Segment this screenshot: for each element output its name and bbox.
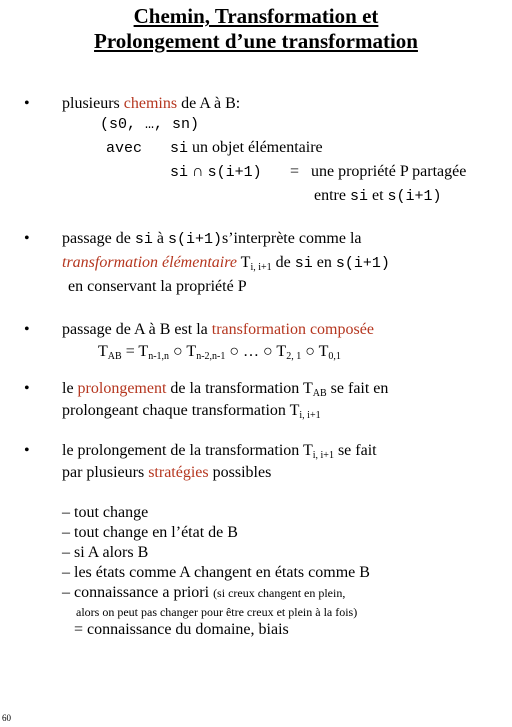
- strategy-item: – tout change: [62, 504, 149, 521]
- b2-line-2: transformation élémentaire $T_{i, i+1}$ de si en s(i+1): [62, 254, 390, 273]
- b5-line-2: par plusieurs stratégies possibles: [62, 464, 272, 481]
- b3-formula: $T_{AB} = T_{n-1,n}$ ○ $T_{n-2,n-1}$ ○ … ○ $T_{2, 1}$ ○ $T_{0,1}$: [98, 343, 341, 362]
- page-title-line-2: Prolongement d’une transformation: [94, 29, 418, 53]
- b5-line-1: le prolongement de la transformation $T_{i, i+1}$ se fait: [62, 442, 377, 461]
- b2-line-1: passage de si à s(i+1)s’interprète comme la: [62, 230, 362, 248]
- bullet-4: •: [24, 380, 30, 397]
- bullet-1: •: [24, 95, 30, 112]
- b1-avec-line: avec si un objet élémentaire: [106, 139, 323, 157]
- bullet-5: •: [24, 442, 30, 459]
- kw-transformation-elementaire: transformation élémentaire: [62, 254, 237, 271]
- strategy-item: – si A alors B: [62, 544, 149, 561]
- page-number: 60: [2, 713, 11, 723]
- final-line: = connaissance du domaine, biais: [74, 621, 289, 638]
- kw-chemins: chemins: [123, 95, 178, 112]
- a-priori-note: alors on peut pas changer pour être creux et plein à la fois): [76, 605, 358, 619]
- strategy-item-a-priori: – connaissance a priori (si creux changent en plein,: [62, 584, 346, 601]
- b2-line-3: en conservant la propriété P: [68, 278, 247, 295]
- page-title-line-1: Chemin, Transformation et: [133, 4, 379, 28]
- b1-intersection: si ∩ s(i+1): [170, 163, 262, 181]
- strategy-item: – tout change en l’état de B: [62, 524, 238, 541]
- b4-line-2: prolongeant chaque transformation $T_{i, i+1}$: [62, 402, 321, 421]
- b1-sequence: (s0, …, sn): [100, 116, 200, 133]
- b1-entre: entre si et s(i+1): [314, 187, 442, 205]
- bullet-3: •: [24, 321, 30, 338]
- strategy-item: – les états comme A changent en états comme B: [62, 564, 370, 581]
- b3-line-1: passage de A à B est la transformation composée: [62, 321, 374, 338]
- kw-strategies: stratégies: [148, 464, 209, 481]
- kw-prolongement: prolongement: [77, 380, 167, 397]
- b1-property: une propriété P partagée: [311, 163, 467, 180]
- b1-equals: =: [290, 163, 300, 180]
- b1-line-1: plusieurs chemins de A à B:: [62, 95, 241, 112]
- bullet-2: •: [24, 230, 30, 247]
- kw-transformation-composee: transformation composée: [211, 321, 374, 338]
- b4-line-1: le prolongement de la transformation $T_{AB}$ se fait en: [62, 380, 389, 399]
